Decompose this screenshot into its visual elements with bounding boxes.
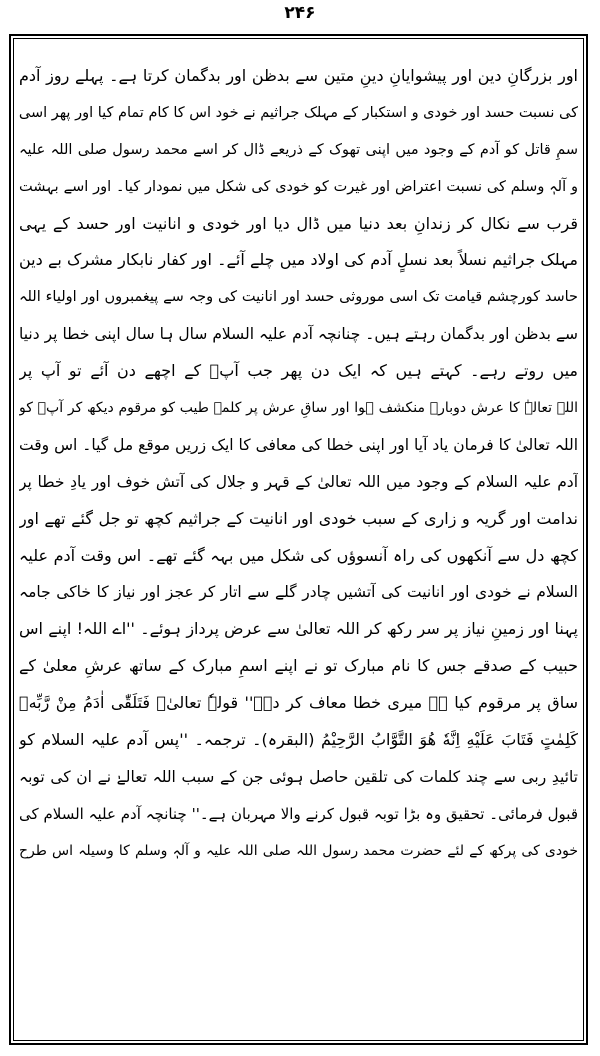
- text-line: سمِ قاتل کو آدم کے وجود میں اپنی تھوک کے ذریعے ڈال کر اسے محمد رسول صلی اللہ علیہ: [19, 141, 578, 158]
- page-number: ۲۴۶: [284, 3, 316, 23]
- text-line: و آلہٖ وسلم کی نسبت اعتراض اور غیرت کو خودی کی شکل میں نمودار کیا۔ اور اسے بہشت: [19, 178, 578, 195]
- text-line: ندامت اور گریہ و زاری کے سبب خودی اور انانیت کے جراثیم کچھ تو جل گئے تھے اور: [19, 508, 578, 528]
- body-text: [19, 58, 578, 870]
- text-line: خودی کی پرکھ کے لئے حضرت محمد رسول اللہ صلی اللہ علیہ و آلہٖ وسلم کا وسیلہ اس طرح: [19, 842, 578, 859]
- text-line: میں روتے رہے۔ کہتے ہیں کہ ایک دن پھر جب آپؑ کے اچھے دن آئے تو آپ پر: [19, 361, 578, 381]
- text-line: پہنا اور زمینِ نیاز پر سر رکھ کر اللہ تعالیٰ سے عرض پرداز ہوئے۔ ''اے اللہ! اپنے اس: [19, 619, 578, 639]
- text-line: کی نسبت حسد اور خودی و استکبار کے مہلک جراثیم نے خود اس کا کام تمام کیا اور پھر اسی: [19, 104, 578, 121]
- text-line: تائیدِ ربی سے چند کلمات کی تلقین حاصل ہوئی جن کے سبب اللہ تعالےٰ نے ان کی توبہ: [19, 767, 578, 786]
- text-line: آدم علیہ السلام کے وجود میں اللہ تعالیٰ کے قہر و جلال کی آتش خوف اور یادِ خطا پر: [19, 472, 578, 491]
- text-line: قرب سے نکال کر زندانِ بعد دنیا میں ڈال دیا اور خودی و انانیت اور حسد کے یہی: [19, 213, 578, 233]
- text-line: ساق پر مرقوم کیا ہے میری خطا معاف کر دے۔'' قولہٗ تعالیٰ۔ فَتَلَقّٰی اٰدَمُ مِنْ رَّبِّهٖ: [19, 693, 578, 713]
- text-line: کَلِمٰتٍ فَتَابَ عَلَيْهِ اِنَّهٗ هُوَ التَّوَّابُ الرَّحِيْمُ (البقرہ)۔ ترجمہ۔ ''پس آدم علیہ السلام کو: [19, 730, 578, 750]
- text-line: اور بزرگانِ دین اور پیشوایانِ دینِ متین سے بدظن اور بدگمان کرتا ہے۔ پہلے روز آدم: [19, 66, 578, 85]
- text-line: السلام نے خودی اور انانیت کی آتشیں چادر گلے سے اتار کر عجز اور نیاز کا خاکی جامہ: [19, 583, 578, 602]
- text-frame: [9, 34, 588, 1045]
- text-line: کچھ دل سے آنکھوں کی راہ آنسوؤں کی شکل میں بہہ گئے تھے۔ اس وقت آدم علیہ: [19, 545, 578, 565]
- text-line: مہلک جراثیم نسلاً بعد نسلٍ آدم کی اولاد میں چلے آئے۔ اور کفار نابکار مشرک بے دین: [19, 250, 578, 270]
- text-line: اللہ تعالےٰ کا عرش دوبارہ منکشف ہوا اور ساقِ عرش پر کلمۂ طیب کو مرقوم دیکھ کر آپؑ کو: [19, 400, 578, 417]
- text-line: سے بدظن اور بدگمان رہتے ہیں۔ چنانچہ آدم علیہ السلام سال ہا سال اپنی خطا پر دنیا: [19, 325, 578, 344]
- text-line: حاسد کورچشم قیامت تک اسی موروثی حسد اور انانیت کی وجہ سے پیغمبروں اور اولیاء اللہ: [19, 289, 578, 306]
- text-line: قبول فرمائی۔ تحقیق وہ بڑا توبہ قبول کرنے والا مہربان ہے۔'' چنانچہ آدم علیہ السلام کی: [19, 804, 578, 823]
- text-line: اللہ تعالیٰ کا فرمان یاد آیا اور اپنی خطا کی معافی کا ایک زریں موقع مل گیا۔ اس وقت: [19, 435, 578, 454]
- text-line: حبیب کے صدقے جس کا نام مبارک تو نے اپنے اسمِ مبارک کے ساتھ عرشِ معلیٰ کے: [19, 656, 578, 676]
